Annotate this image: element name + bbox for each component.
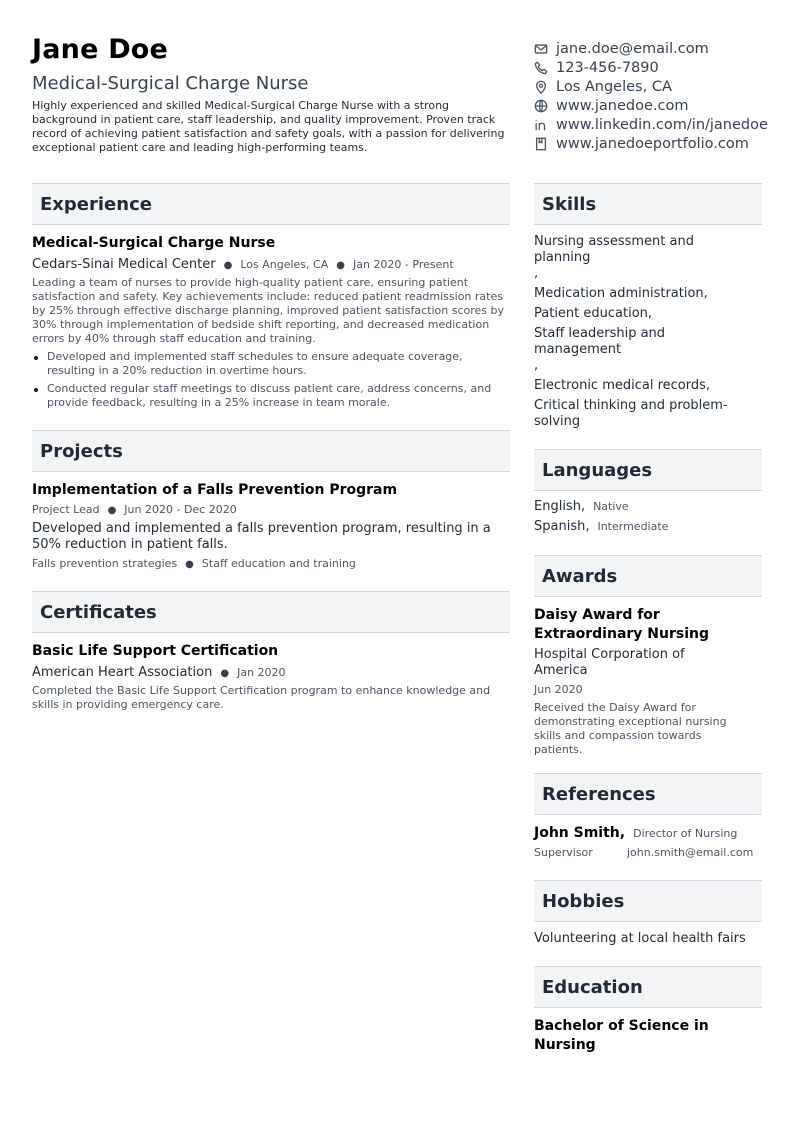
award-title: Daisy Award for Extraordinary Nursing bbox=[534, 607, 710, 642]
project-meta bbox=[32, 503, 237, 516]
project-tag: Falls prevention strategies bbox=[32, 557, 178, 570]
candidate-title: Medical-Surgical Charge Nurse bbox=[32, 73, 309, 94]
reference-header bbox=[534, 825, 737, 841]
award-issuer: Hospital Corporation of America bbox=[534, 647, 685, 678]
project-tags bbox=[32, 557, 356, 570]
contact-text: www.linkedin.com/in/janedoe bbox=[556, 116, 768, 133]
language-name: English, bbox=[534, 499, 586, 514]
contact-text: www.janedoe.com bbox=[556, 97, 689, 114]
hobby-item: Volunteering at local health fairs bbox=[534, 931, 746, 946]
job-bullet: Conducted regular staff meetings to discuss patient care, address concerns, and provide feedback, resulting in a 25% increase in team morale. bbox=[32, 382, 510, 410]
references-section-heading: References bbox=[534, 773, 762, 815]
project-description: Developed and implemented a falls prevention program, resulting in a 50% reduction in patient falls. bbox=[32, 521, 491, 552]
certificate-date: Jan 2020 bbox=[237, 666, 286, 679]
project-dates: Jun 2020 - Dec 2020 bbox=[124, 503, 237, 516]
separator-dot: ● bbox=[185, 559, 194, 570]
contact-phone[interactable] bbox=[534, 58, 794, 77]
job-meta bbox=[32, 257, 454, 272]
experience-section-heading: Experience bbox=[32, 183, 510, 225]
language-level: Intermediate bbox=[597, 520, 669, 533]
languages-section-heading: Languages bbox=[534, 449, 762, 491]
project-role: Project Lead bbox=[32, 503, 100, 516]
separator-dot: ● bbox=[107, 505, 117, 516]
language-item bbox=[534, 499, 762, 519]
awards-section-heading: Awards bbox=[534, 555, 762, 597]
award-date: Jun 2020 bbox=[534, 683, 583, 696]
employer: Cedars-Sinai Medical Center bbox=[32, 257, 216, 272]
linkedin-icon bbox=[534, 118, 548, 132]
job-bullet: Developed and implemented staff schedules to ensure adequate coverage, resulting in a 20% reduction in overtime hours. bbox=[32, 350, 510, 378]
phone-icon bbox=[534, 61, 548, 75]
certificate-title: Basic Life Support Certification bbox=[32, 643, 279, 659]
project-tag: Staff education and training bbox=[201, 557, 356, 570]
contact-list bbox=[534, 39, 794, 153]
certificates-section-heading: Certificates bbox=[32, 591, 510, 633]
reference-relation: Supervisor bbox=[534, 846, 593, 859]
certificate-meta bbox=[32, 665, 286, 680]
separator-dot: ● bbox=[336, 260, 345, 271]
contact-text: 123-456-7890 bbox=[556, 59, 659, 76]
projects-section-heading: Projects bbox=[32, 430, 510, 472]
profile-summary: Highly experienced and skilled Medical-Surgical Charge Nurse with a strong background in patient care, staff leadership, and quality improvement. Proven track record of achieving patient satisfaction and safety goals, with a passion for delivering exceptional patient care and leading high-performing teams. bbox=[32, 99, 505, 154]
skill-item: Electronic medical records, bbox=[534, 378, 711, 393]
skill-item: , bbox=[534, 266, 539, 281]
separator-dot: ● bbox=[223, 260, 233, 271]
award-description: Received the Daisy Award for demonstrating exceptional nursing skills and compassion towards patients. bbox=[534, 701, 727, 756]
certificate-description: Completed the Basic Life Support Certification program to enhance knowledge and skills in providing emergency care. bbox=[32, 684, 491, 711]
globe-icon bbox=[534, 99, 548, 113]
contact-portfolio[interactable] bbox=[534, 134, 794, 153]
skill-item: Staff leadership and management bbox=[534, 326, 666, 357]
education-degree: Bachelor of Science in Nursing bbox=[534, 1018, 709, 1053]
skill-item: Critical thinking and problem-solving bbox=[534, 398, 728, 429]
contact-text: www.janedoeportfolio.com bbox=[556, 135, 749, 152]
contact-website[interactable] bbox=[534, 96, 794, 115]
reference-position: Director of Nursing bbox=[633, 827, 738, 840]
education-section-heading: Education bbox=[534, 966, 762, 1008]
reference-email[interactable]: john.smith@email.com bbox=[627, 846, 754, 859]
language-level: Native bbox=[593, 500, 629, 513]
skills-list bbox=[534, 234, 749, 430]
skills-section-heading: Skills bbox=[534, 183, 762, 225]
skill-item: Patient education, bbox=[534, 306, 653, 321]
portfolio-icon bbox=[534, 137, 548, 151]
language-name: Spanish, bbox=[534, 519, 590, 534]
skill-item: Medication administration, bbox=[534, 286, 708, 301]
separator-dot: ● bbox=[220, 668, 230, 679]
skill-item: , bbox=[534, 358, 539, 373]
job-location: Los Angeles, CA bbox=[240, 258, 329, 271]
location-pin-icon bbox=[534, 80, 548, 94]
hobbies-section-heading: Hobbies bbox=[534, 880, 762, 922]
contact-location bbox=[534, 77, 794, 96]
project-title: Implementation of a Falls Prevention Program bbox=[32, 482, 398, 498]
contact-email[interactable] bbox=[534, 39, 794, 58]
candidate-name: Jane Doe bbox=[32, 34, 169, 65]
certificate-issuer: American Heart Association bbox=[32, 665, 213, 680]
job-title: Medical-Surgical Charge Nurse bbox=[32, 235, 276, 251]
contact-text: jane.doe@email.com bbox=[556, 40, 709, 57]
language-item bbox=[534, 519, 762, 539]
job-description: Leading a team of nurses to provide high-quality patient care, ensuring patient satisfaction and safety. Key achievements include: reduced patient readmission rates by 25% through effective discharge planning, improved patient satisfaction scores by 30% through implementation of bedside shift reporting, and decreased medication errors by 40% through staff education and training. bbox=[32, 276, 505, 345]
skill-item: Nursing assessment and planning bbox=[534, 234, 694, 265]
contact-linkedin[interactable] bbox=[534, 115, 794, 134]
reference-name: John Smith, bbox=[534, 825, 626, 841]
job-dates: Jan 2020 - Present bbox=[352, 258, 454, 271]
languages-list bbox=[534, 499, 762, 539]
job-bullets bbox=[32, 350, 510, 414]
contact-text: Los Angeles, CA bbox=[556, 78, 672, 95]
envelope-icon bbox=[534, 42, 548, 56]
